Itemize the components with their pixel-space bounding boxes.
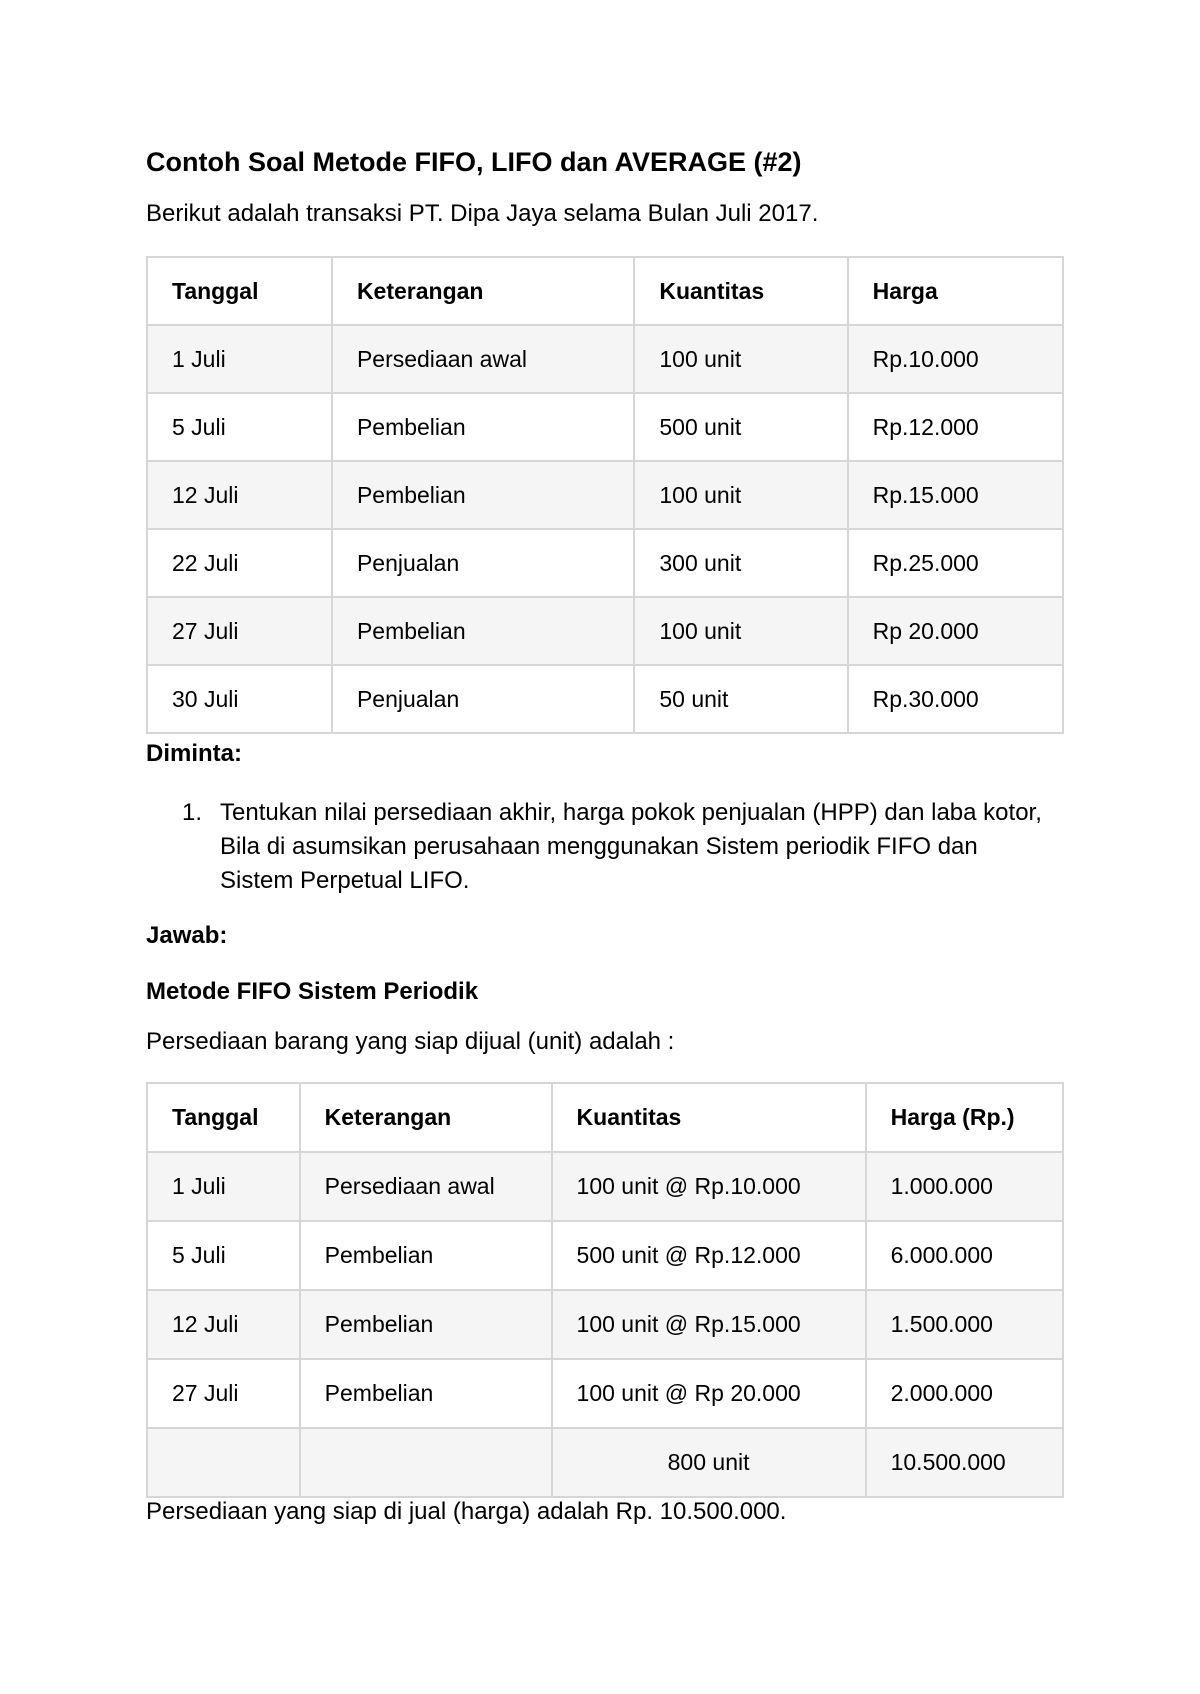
transactions-table: [146, 256, 1064, 734]
table-cell: Pembelian: [300, 1290, 552, 1359]
table-row: [147, 393, 1063, 461]
table-cell: 100 unit: [634, 597, 847, 665]
table-cell: Pembelian: [332, 597, 634, 665]
table-header-cell: Harga (Rp.): [866, 1083, 1063, 1152]
table-cell: [147, 1428, 300, 1497]
list-item-text: Tentukan nilai persediaan akhir, harga pokok penjualan (HPP) dan laba kotor, Bila di asumsikan perusahaan menggunakan Sistem periodik FIFO dan Sistem Perpetual LIFO.: [220, 799, 1042, 894]
table-cell: 5 Juli: [147, 1221, 300, 1290]
table-cell: Rp 20.000: [848, 597, 1063, 665]
table-cell: 12 Juli: [147, 461, 332, 529]
closing-text: Persediaan yang siap di jual (harga) adalah Rp. 10.500.000.: [146, 1498, 787, 1525]
table-cell: Penjualan: [332, 529, 634, 597]
table-cell: 27 Juli: [147, 1359, 300, 1428]
list-item: [182, 796, 1042, 898]
table-cell: 1.500.000: [866, 1290, 1063, 1359]
table-header-row: [147, 257, 1063, 325]
section-subheading: Metode FIFO Sistem Periodik: [146, 978, 479, 1005]
table-cell: 30 Juli: [147, 665, 332, 733]
table-cell: 100 unit: [634, 461, 847, 529]
table-cell: 27 Juli: [147, 597, 332, 665]
table-cell: Rp.30.000: [848, 665, 1063, 733]
table-row: [147, 1152, 1063, 1221]
fifo-stock-table: [146, 1082, 1064, 1498]
table-cell: 1 Juli: [147, 325, 332, 393]
intro-text: Berikut adalah transaksi PT. Dipa Jaya selama Bulan Juli 2017.: [146, 200, 819, 227]
table-cell: 5 Juli: [147, 393, 332, 461]
table-cell: Persediaan awal: [300, 1152, 552, 1221]
table-header-cell: Kuantitas: [552, 1083, 866, 1152]
table-cell: Rp.10.000: [848, 325, 1063, 393]
table-cell: Pembelian: [332, 461, 634, 529]
table-row: [147, 665, 1063, 733]
page-title: Contoh Soal Metode FIFO, LIFO dan AVERAGE (#2): [146, 147, 802, 177]
table-cell: Penjualan: [332, 665, 634, 733]
table-cell: 500 unit @ Rp.12.000: [552, 1221, 866, 1290]
table-header-cell: Keterangan: [332, 257, 634, 325]
total-quantity-cell: 800 unit: [552, 1428, 866, 1497]
table-cell: 12 Juli: [147, 1290, 300, 1359]
table-row: [147, 1359, 1063, 1428]
table-cell: Rp.12.000: [848, 393, 1063, 461]
table-cell: Pembelian: [300, 1221, 552, 1290]
table-row: [147, 1221, 1063, 1290]
table-cell: 1.000.000: [866, 1152, 1063, 1221]
table-cell: 2.000.000: [866, 1359, 1063, 1428]
table-cell: 6.000.000: [866, 1221, 1063, 1290]
table-cell: Rp.15.000: [848, 461, 1063, 529]
table-row: [147, 529, 1063, 597]
table-header-cell: Harga: [848, 257, 1063, 325]
table-row: [147, 597, 1063, 665]
jawab-heading: Jawab:: [146, 922, 228, 949]
table-cell: 100 unit: [634, 325, 847, 393]
table-cell: 1 Juli: [147, 1152, 300, 1221]
total-price-cell: 10.500.000: [866, 1428, 1063, 1497]
table-cell: 100 unit @ Rp.10.000: [552, 1152, 866, 1221]
table-cell: 22 Juli: [147, 529, 332, 597]
table-header-cell: Kuantitas: [634, 257, 847, 325]
table-cell: 100 unit @ Rp 20.000: [552, 1359, 866, 1428]
table-cell: Persediaan awal: [332, 325, 634, 393]
table-header-cell: Keterangan: [300, 1083, 552, 1152]
available-stock-intro: Persediaan barang yang siap dijual (unit) adalah :: [146, 1028, 675, 1055]
table-cell: [300, 1428, 552, 1497]
table-cell: Pembelian: [332, 393, 634, 461]
table-row: [147, 1290, 1063, 1359]
table-row: [147, 325, 1063, 393]
table-row: [147, 461, 1063, 529]
table-header-row: [147, 1083, 1063, 1152]
table-total-row: [147, 1428, 1063, 1497]
diminta-heading: Diminta:: [146, 740, 242, 767]
numbered-list: [182, 796, 1042, 898]
list-item-number: 1.: [182, 799, 203, 826]
table-header-cell: Tanggal: [147, 257, 332, 325]
table-cell: 500 unit: [634, 393, 847, 461]
table-cell: Rp.25.000: [848, 529, 1063, 597]
table-cell: 100 unit @ Rp.15.000: [552, 1290, 866, 1359]
table-cell: 300 unit: [634, 529, 847, 597]
table-cell: 50 unit: [634, 665, 847, 733]
table-header-cell: Tanggal: [147, 1083, 300, 1152]
table-cell: Pembelian: [300, 1359, 552, 1428]
